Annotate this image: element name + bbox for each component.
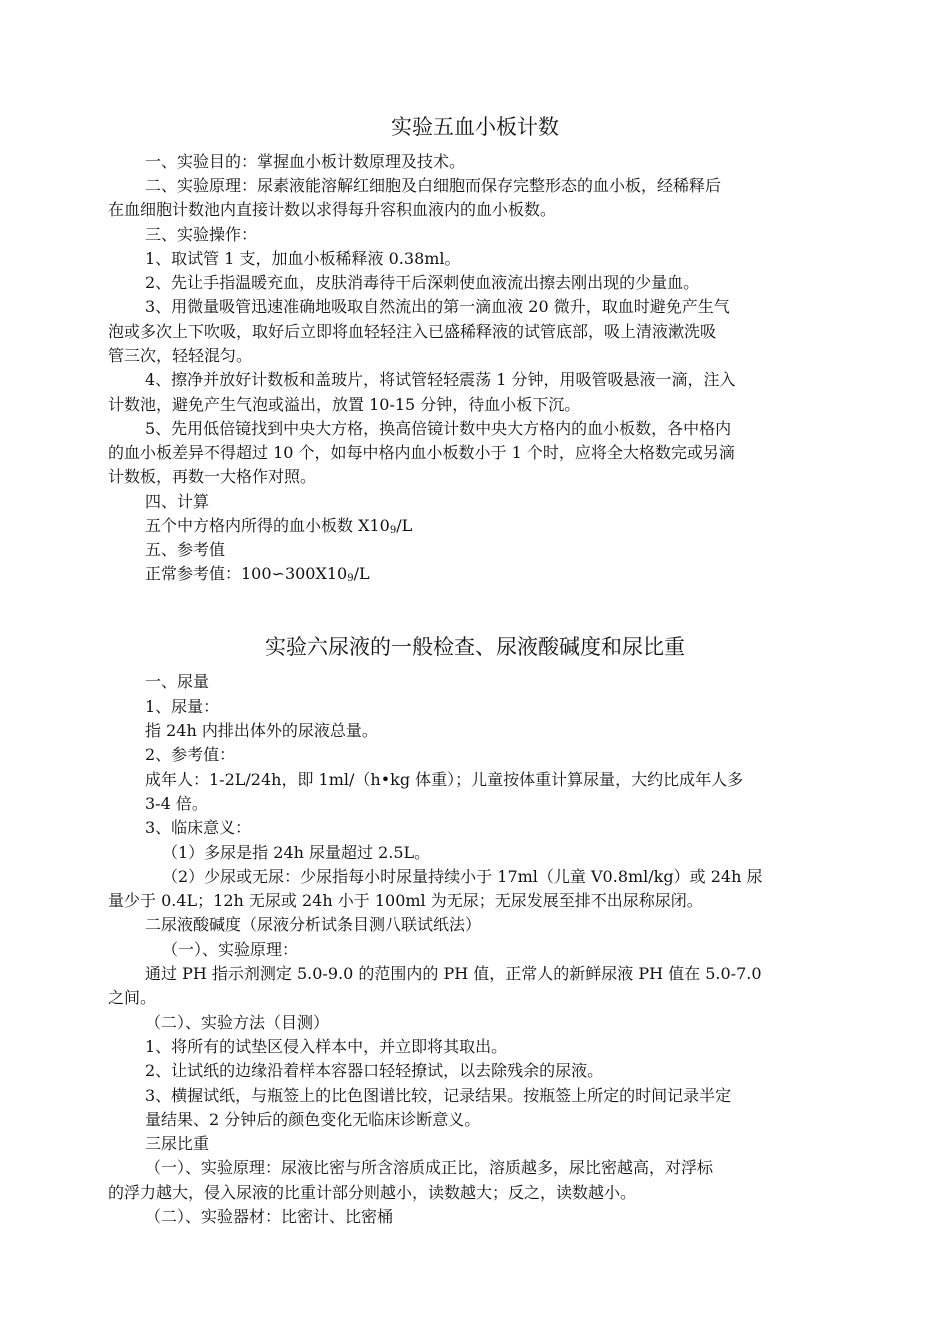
paragraph-line: （二）、实验器材：比密计、比密桶 xyxy=(145,1207,394,1226)
paragraph-line: 3-4 倍。 xyxy=(145,794,208,813)
paragraph-line: 2、参考值： xyxy=(145,745,236,764)
reference-line xyxy=(145,564,370,589)
paragraph-line: （1）多尿是指 24h 尿量超过 2.5L。 xyxy=(162,843,431,862)
paragraph-line: 的浮力越大，侵入尿液的比重计部分则越小，读数越大；反之，读数越小。 xyxy=(108,1183,637,1202)
reference-text: 正常参考值：100∽300X10 xyxy=(145,564,348,583)
paragraph-line: 4、擦净并放好计数板和盖玻片，将试管轻轻震荡 1 分钟，用吸管吸悬液一滴，注入 xyxy=(145,370,736,389)
paragraph-line: 成年人：1-2L/24h，即 1ml/（h•kg 体重）；儿童按体重计算尿量，大约比成年人多 xyxy=(145,770,744,789)
paragraph-line: 量结果、2 分钟后的颜色变化无临床诊断意义。 xyxy=(145,1110,481,1129)
section5-title: 实验五血小板计数 xyxy=(391,115,559,139)
paragraph-line: 管三次，轻轻混匀。 xyxy=(108,346,253,365)
paragraph-line: 1、尿量： xyxy=(145,697,220,716)
paragraph-line: 3、临床意义： xyxy=(145,818,252,837)
paragraph-line: 二尿液酸碱度（尿液分析试条目测八联试纸法） xyxy=(145,915,482,934)
section6-title: 实验六尿液的一般检查、尿液酸碱度和尿比重 xyxy=(265,635,685,659)
paragraph-line: 计数板，再数一大格作对照。 xyxy=(108,467,317,486)
paragraph-line: 的血小板差异不得超过 10 个，如每中格内血小板数小于 1 个时，应将全大格数完或另滴 xyxy=(108,443,735,462)
exponent: 9 xyxy=(389,525,397,536)
paragraph-line: 四、计算 xyxy=(145,492,210,511)
formula-line xyxy=(145,516,412,541)
exponent: 9 xyxy=(347,573,354,584)
paragraph-line: 一、实验目的：掌握血小板计数原理及技术。 xyxy=(145,152,466,171)
paragraph-line: 2、先让手指温暖充血，皮肤消毒待干后深刺使血液流出擦去刚出现的少量血。 xyxy=(145,273,700,292)
paragraph-line: （一）、实验原理： xyxy=(162,940,299,959)
paragraph-line: 三尿比重 xyxy=(145,1134,210,1153)
paragraph-line: 五、参考值 xyxy=(145,540,226,559)
paragraph-line: 在血细胞计数池内直接计数以求得每升容积血液内的血小板数。 xyxy=(108,200,557,219)
paragraph-line: 5、先用低倍镜找到中央大方格，换高倍镜计数中央大方格内的血小板数，各中格内 xyxy=(145,419,732,438)
paragraph-line: 泡或多次上下吹吸，取好后立即将血轻轻注入已盛稀释液的试管底部，吸上清液漱洗吸 xyxy=(108,322,717,341)
paragraph-line: 1、将所有的试垫区侵入样本中，并立即将其取出。 xyxy=(145,1037,508,1056)
formula-unit: /L xyxy=(396,516,413,535)
paragraph-line: 2、让试纸的边缘沿着样本容器口轻轻撩试，以去除残余的尿液。 xyxy=(145,1061,604,1080)
paragraph-line: 3、横握试纸，与瓶签上的比色图谱比较，记录结果。按瓶签上所定的时间记录半定 xyxy=(145,1086,732,1105)
paragraph-line: 3、用微量吸管迅速准确地吸取自然流出的第一滴血液 20 微升，取血时避免产生气 xyxy=(145,297,730,316)
paragraph-line: 二、实验原理：尿素液能溶解红细胞及白细胞而保存完整形态的血小板，经稀释后 xyxy=(145,176,722,195)
paragraph-line: （一）、实验原理：尿液比密与所含溶质成正比，溶质越多，尿比密越高，对浮标 xyxy=(145,1158,714,1177)
paragraph-line: 计数池，避免产生气泡或溢出，放置 10-15 分钟，待血小板下沉。 xyxy=(108,395,581,414)
paragraph-line: 通过 PH 指示剂测定 5.0-9.0 的范围内的 PH 值，正常人的新鲜尿液 PH 值在 5.0-7.0 xyxy=(145,964,762,983)
paragraph-line: 1、取试管 1 支，加血小板稀释液 0.38ml。 xyxy=(145,249,461,268)
paragraph-line: （2）少尿或无尿：少尿指每小时尿量持续小于 17ml（儿童 V0.8ml/kg）或 24h 尿 xyxy=(162,867,763,886)
paragraph-line: 指 24h 内排出体外的尿液总量。 xyxy=(145,721,378,740)
paragraph-line: 量少于 0.4L；12h 无尿或 24h 小于 100ml 为无尿；无尿发展至排不出尿称尿闭。 xyxy=(108,891,703,910)
paragraph-line: 三、实验操作： xyxy=(145,225,258,244)
paragraph-line: （二）、实验方法（目测） xyxy=(145,1013,330,1032)
paragraph-line: 之间。 xyxy=(108,988,157,1007)
reference-unit: /L xyxy=(353,564,370,583)
paragraph-line: 一、尿量 xyxy=(145,672,210,691)
formula-text: 五个中方格内所得的血小板数 X10 xyxy=(145,516,390,535)
